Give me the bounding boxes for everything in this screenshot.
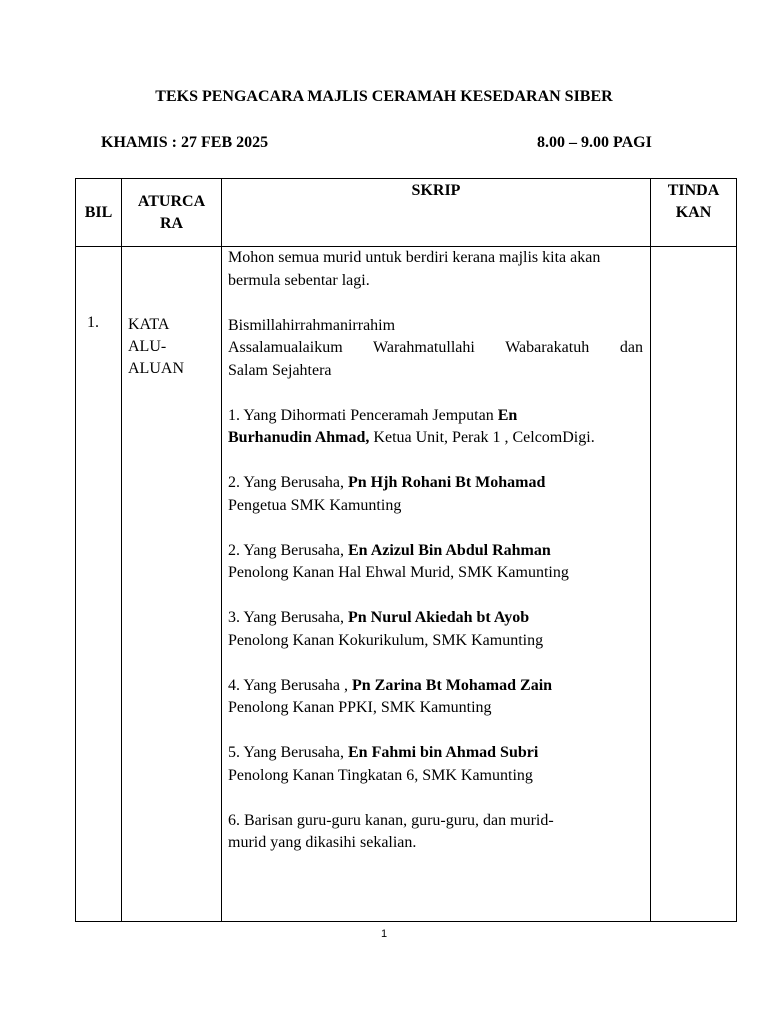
script-salam-line1: Assalamualaikum Warahmatullahi Wabarakatuh dan: [228, 339, 643, 356]
header-tindakan: TINDA KAN: [651, 179, 737, 247]
guest-item: 1. Yang Dihormati Penceramah Jemputan En Burhanudin Ahmad, Ketua Unit, Perak 1 , CelcomDigi.: [228, 406, 595, 446]
guest-item: 5. Yang Berusaha, En Fahmi bin Ahmad Subri Penolong Kanan Tingkatan 6, SMK Kamunting: [228, 744, 539, 784]
guest-item: 4. Yang Berusaha , Pn Zarina Bt Mohamad Zain Penolong Kanan PPKI, SMK Kamunting: [228, 676, 553, 716]
table-row: [76, 247, 737, 922]
row-tindakan: [651, 247, 737, 922]
document-title: TEKS PENGACARA MAJLIS CERAMAH KESEDARAN SIBER: [155, 88, 613, 105]
guest-item: 3. Yang Berusaha, Pn Nurul Akiedah bt Ayob Penolong Kanan Kokurikulum, SMK Kamunting: [228, 609, 544, 649]
script-bismillah: Bismillahirrahmanirrahim: [228, 316, 396, 334]
header-bil: BIL: [76, 179, 122, 247]
header-aturcara: ATURCA RA: [122, 179, 222, 247]
table-header-row: [76, 179, 737, 247]
guest-item: 2. Yang Berusaha, Pn Hjh Rohani Bt Mohamad Pengetua SMK Kamunting: [228, 474, 546, 514]
script-salam-line2: Salam Sejahtera: [228, 361, 332, 379]
program-table: [75, 178, 737, 922]
guest-item: 2. Yang Berusaha, En Azizul Bin Abdul Rahman Penolong Kanan Hal Ehwal Murid, SMK Kamunting: [228, 541, 569, 581]
event-time: 8.00 – 9.00 PAGI: [537, 134, 652, 151]
row-skrip: [222, 247, 651, 922]
row-aturcara: KATA ALU- ALUAN: [122, 247, 222, 922]
row-bil: 1.: [76, 247, 122, 922]
script-intro: Mohon semua murid untuk berdiri kerana majlis kita akan bermula sebentar lagi.: [228, 249, 601, 289]
event-date: KHAMIS : 27 FEB 2025: [101, 134, 269, 151]
script-closing: 6. Barisan guru-guru kanan, guru-guru, dan murid- murid yang dikasihi sekalian.: [228, 811, 554, 851]
header-skrip: SKRIP: [222, 179, 651, 247]
page-number: 1: [380, 928, 388, 940]
